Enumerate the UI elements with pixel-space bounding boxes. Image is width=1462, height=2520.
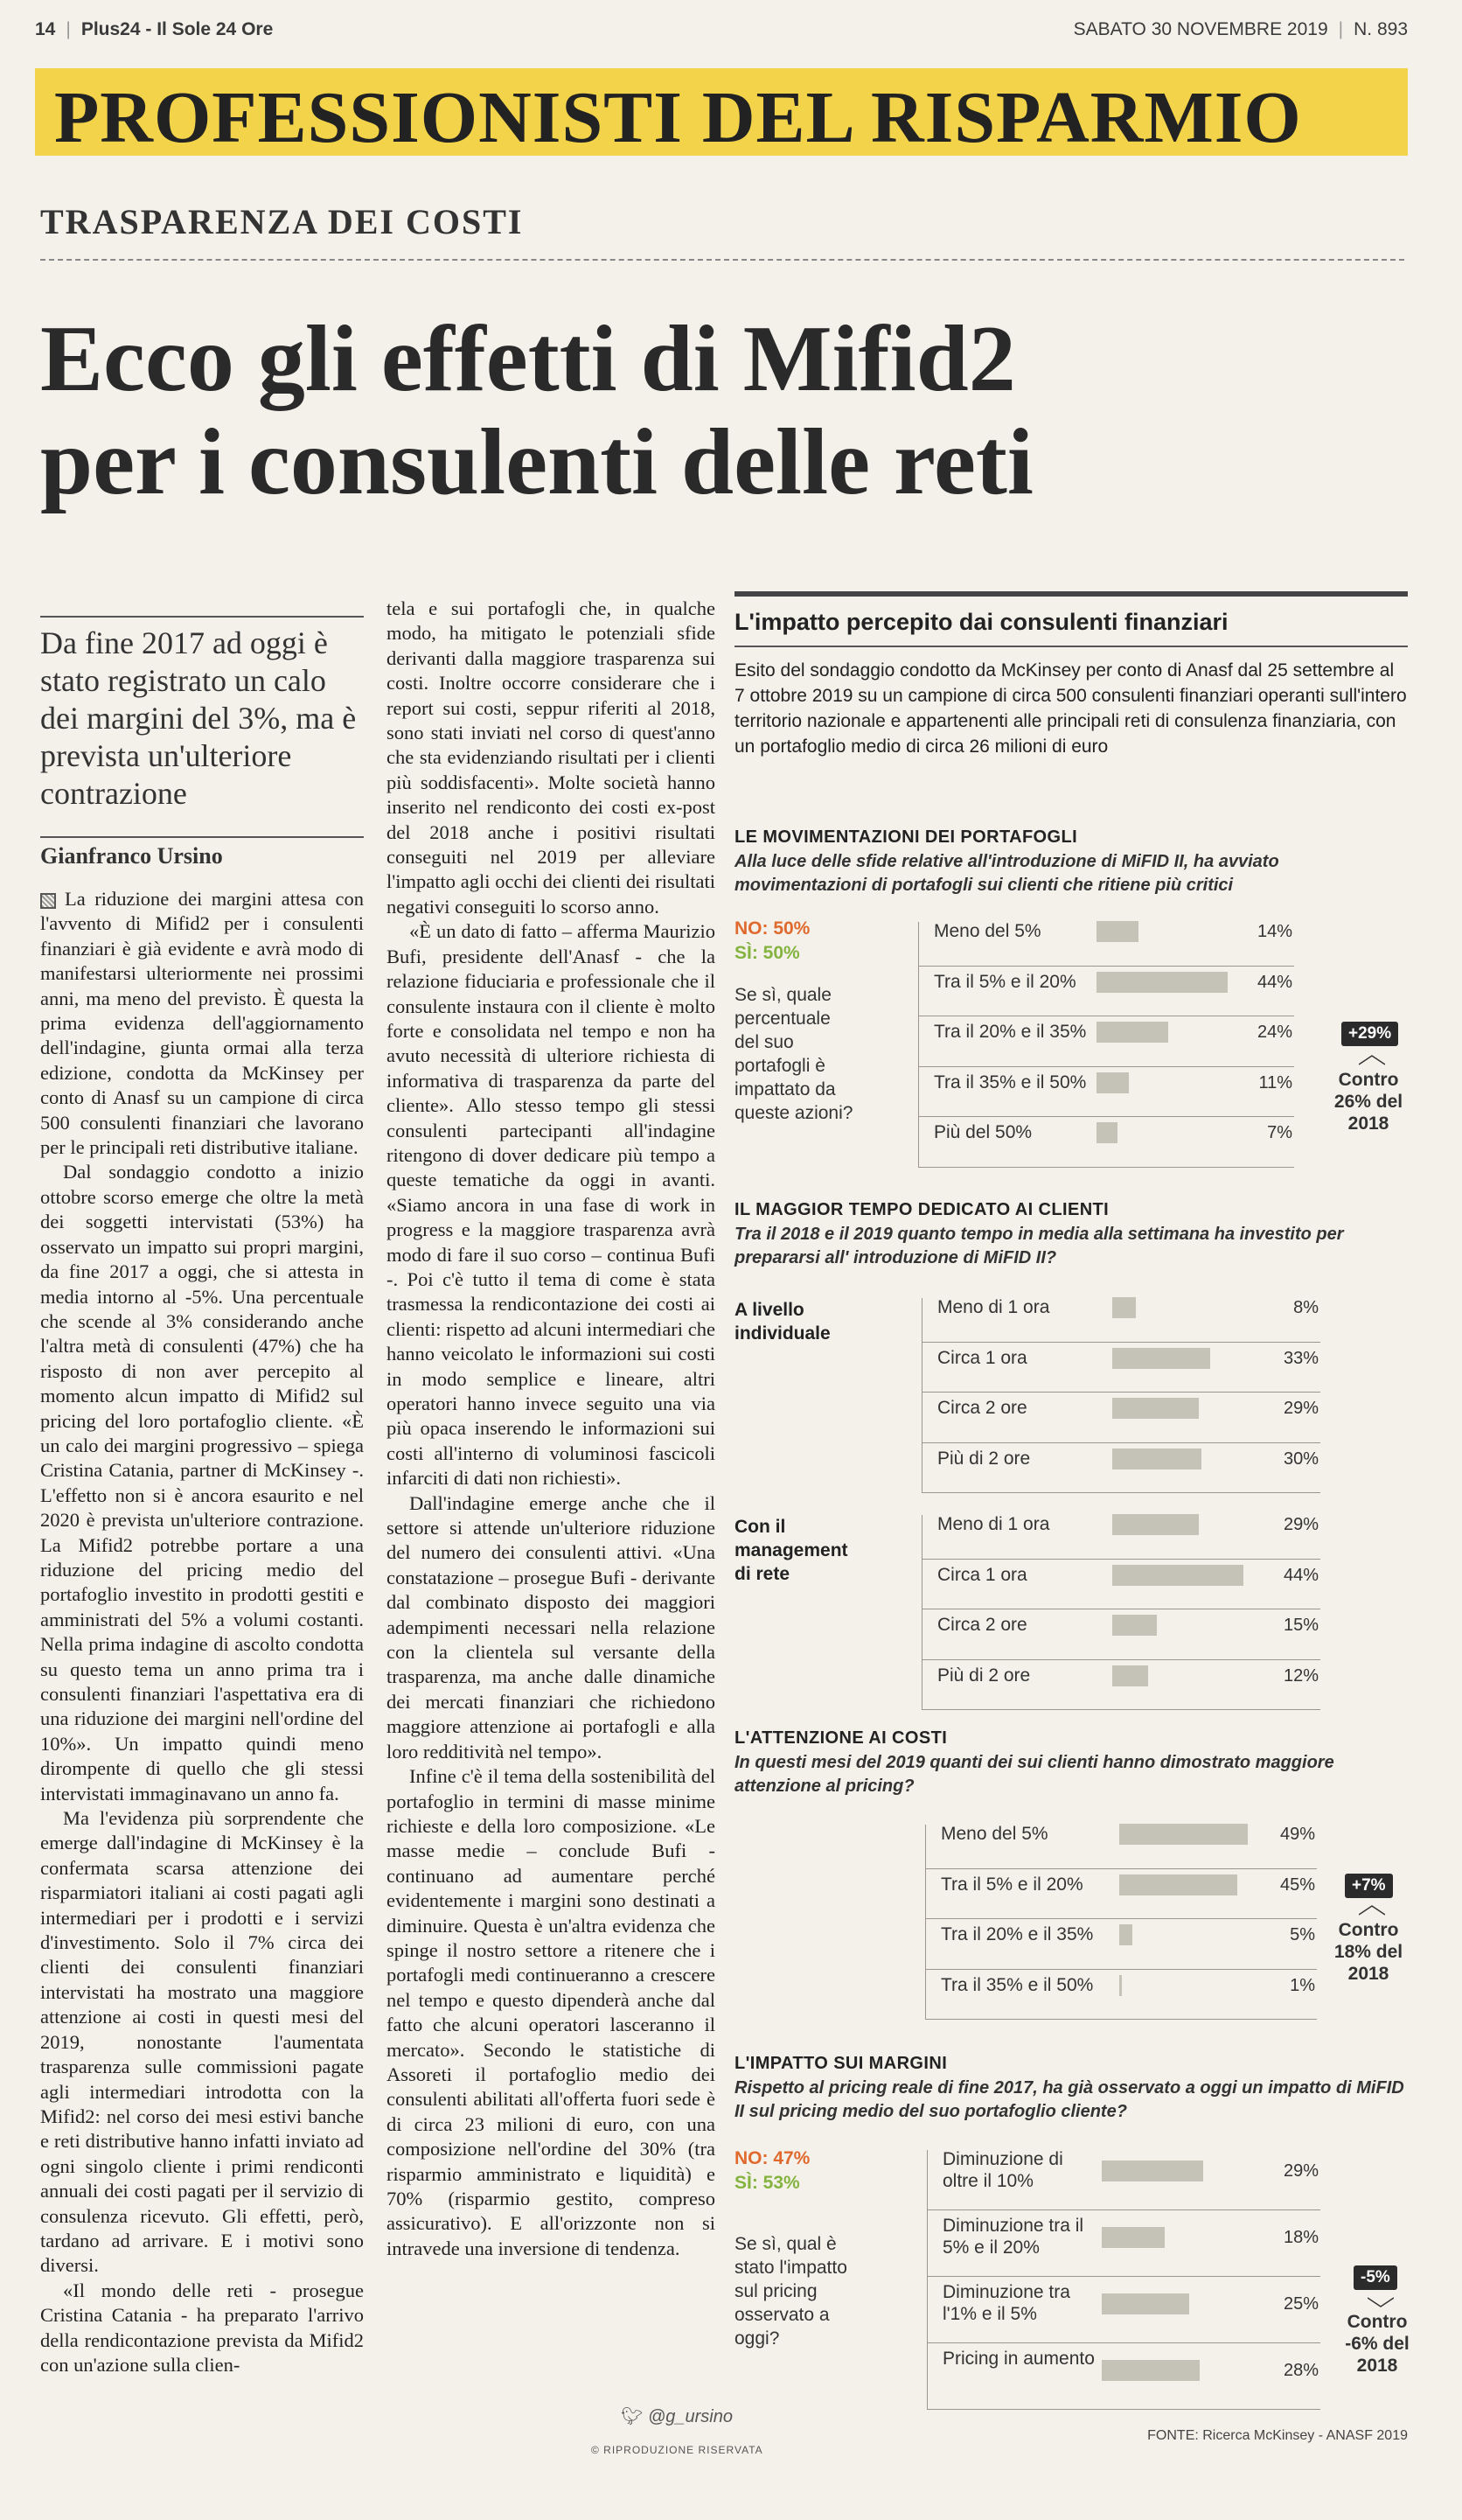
chart-subtitle: In questi mesi del 2019 quanti dei sui clienti hanno dimostrato maggiore attenzione al pricing? (734, 1753, 1334, 1796)
paragraph: «È un dato di fatto – afferma Maurizio Bufi, presidente dell'Anasf - che la relazione fiduciaria e professionale che il consulente instaura con il cliente è molto forte e consolidata nel tempo e non ha avuto necessità di ulteriore richiesta di informativa di trasparenza da parte del cliente». Allo stesso tempo gli stessi consulenti partecipanti all'indagine ritengono di dover dedicare più tempo a queste tematiche da oggi in avanti. «Siamo ancora in una fase di work in progress e la maggiore trasparenza avrà modo di fare il suo corso – continua Bufi -. Poi c'è tutto il tema di come è stata trasmessa la rendicontazione dei costi ai clienti: rispetto ad alcuni intermediari che hanno veicolato le informazioni sui costi in modo semplice e lineare, altri operatori hanno invece seguito una via più opaca inserendo le informazioni sui costi all'interno di voluminosi fascicoli infarciti di dati non richiesti». (386, 920, 715, 1490)
bar-category-label: Più del 50% (934, 1122, 1033, 1142)
bar-value-label: 24% (1257, 1023, 1292, 1042)
bar (1119, 1924, 1132, 1945)
copyright-note: © RIPRODUZIONE RISERVATA (591, 2444, 763, 2456)
bar-value-label: 14% (1257, 922, 1292, 941)
bar (1112, 1665, 1148, 1686)
bar-category-label: Più di 2 ore (937, 1665, 1031, 1686)
row-rule (922, 1392, 1320, 1393)
row-rule (927, 2276, 1320, 2277)
bar-value-label: 12% (1283, 1665, 1319, 1686)
bar-value-label: 1% (1290, 1975, 1315, 1995)
bar-value-label: 29% (1283, 2161, 1319, 2181)
twitter-bird-icon: 🐦︎ (621, 2407, 644, 2426)
bar-category-label: Tra il 5% e il 20% (934, 971, 1076, 992)
issue-date: SABATO 30 NOVEMBRE 2019 (1073, 19, 1328, 39)
rubric-title: PROFESSIONISTI DEL RISPARMIO (54, 77, 1302, 158)
bar-value-label: 5% (1290, 1925, 1315, 1944)
divider (40, 259, 1404, 261)
article-column-2 (386, 597, 715, 2261)
row-rule (918, 1167, 1294, 1168)
bar-category-label: Circa 2 ore (937, 1615, 1027, 1635)
bar (1102, 2160, 1203, 2181)
chart-title: LE MOVIMENTAZIONI DEI PORTAFOGLI (734, 827, 1078, 847)
caret-icon (1359, 1055, 1385, 1065)
bar-category-label: Circa 1 ora (937, 1347, 1027, 1368)
comparison-note: Contro 18% del 2018 (1333, 1920, 1403, 1984)
bar-value-label: 18% (1283, 2228, 1319, 2247)
bar-category-label: Circa 2 ore (937, 1398, 1027, 1418)
bar (1112, 1348, 1210, 1369)
delta-badge: +29% (1341, 1022, 1398, 1046)
chart-subtitle: Rispetto al pricing reale di fine 2017, ha già osservato a oggi un impatto di MiFID II sul pricing medio del suo portafoglio cliente? (734, 2078, 1404, 2121)
bar-value-label: 15% (1283, 1616, 1319, 1635)
bar-category-label: Pricing in aumento (943, 2349, 1095, 2369)
bar-category-label: Tra il 5% e il 20% (941, 1874, 1083, 1895)
row-rule (922, 1492, 1320, 1493)
bar (1112, 1297, 1136, 1318)
bar-value-label: 44% (1257, 972, 1292, 992)
paragraph: Dal sondaggio condotto a inizio ottobre scorso emerge che oltre la metà dei soggetti intervistati (53%) ha osservato un impatto sui propri margini, da fine 2017 a oggi, che si attesta in media intorno al -5%. Una percentuale che scende al 3% considerando anche l'altra metà di consulenti (47%) che ha risposto di non aver percepito al momento alcun impatto di Mifid2 sul pricing del loro portafoglio cliente. «È un calo dei margini progressivo – spiega Cristina Catania, partner di McKinsey -. L'effetto non si è ancora esaurito e nel 2020 è prevista un'ulteriore contrazione. La Mifid2 potrebbe portare a una riduzione del pricing medio del portafoglio investito in prodotti gestiti e amministrati del 5% a volumi costanti. Nella prima indagine di ascolto condotta su questo tema un anno prima tra i consulenti finanziari l'aspettativa era di una riduzione dei margini nell'ordine del 10%». Un impatto quindi meno dirompente di quello che gli stessi intervistati immaginavano un anno fa. (40, 1161, 364, 1804)
chart-title: L'IMPATTO SUI MARGINI (734, 2054, 948, 2073)
chart-subtitle: Alla luce delle sfide relative all'introduzione di MiFID II, ha avviato movimentazioni di portafogli sui clienti che ritiene più critici (734, 852, 1279, 895)
caret-icon (1359, 1905, 1385, 1916)
paragraph: «Il mondo delle reti - prosegue Cristina Catania - ha preparato l'arrivo della rendicontazione prevista da Mifid2 con un'azione sulla clien- (40, 2279, 364, 2376)
chart-title: IL MAGGIOR TEMPO DEDICATO AI CLIENTI (734, 1200, 1110, 1219)
bar-category-label: Tra il 35% e il 50% (934, 1072, 1087, 1092)
bar (1119, 1874, 1237, 1895)
bar (1096, 1022, 1168, 1043)
bar (1112, 1448, 1201, 1469)
row-rule (925, 1868, 1317, 1869)
row-rule (922, 1342, 1320, 1343)
twitter-handle[interactable] (621, 2405, 733, 2427)
bar (1112, 1565, 1243, 1586)
bar-category-label: Meno del 5% (934, 921, 1041, 941)
paragraph-text: La riduzione dei margini attesa con l'avvento di Mifid2 per i consulenti finanziari è già evidente e avrà modo di manifestarsi ulteriormente nei prossimi anni, ma meno del previsto. È questa la prima evidenza dell'aggiornamento dell'indagine, giunta ormai alla terza edizione, condotta da McKinsey per conto di Anasf su un campione di circa 500 consulenti finanziari che lavorano per le principali reti distributive italiane. (40, 888, 364, 1159)
infographic-intro: Esito del sondaggio condotto da McKinsey per conto di Anasf dal 25 settembre al 7 ottobre 2019 su un campione di circa 500 consulenti finanziari operanti sull'intero territorio nazionale e appartenenti alle principali reti di consulenza finanziaria, con un portafoglio medio di circa 26 milioni di euro (734, 660, 1407, 757)
group-label: A livello individuale (734, 1300, 831, 1344)
headline-line-1: Ecco gli effetti di Mifid2 (40, 307, 1016, 411)
bar (1096, 1072, 1129, 1093)
bar (1096, 1122, 1117, 1143)
row-rule (918, 1116, 1294, 1117)
row-rule (922, 1659, 1320, 1660)
bracket-line (918, 922, 919, 1167)
bar (1096, 921, 1138, 942)
headline (40, 308, 1404, 514)
answer-si: SÌ: 50% (734, 943, 800, 963)
bar-category-label: Meno di 1 ora (937, 1514, 1050, 1534)
bar-value-label: 29% (1283, 1399, 1319, 1418)
bar-value-label: 45% (1279, 1874, 1315, 1895)
bar-category-label: Tra il 20% e il 35% (934, 1022, 1087, 1042)
row-rule (927, 2209, 1320, 2210)
article-column-1 (40, 887, 364, 2377)
bar (1102, 2227, 1165, 2248)
delta-badge: -5% (1354, 2265, 1397, 2290)
paragraph: Infine c'è il tema della sostenibilità del portafoglio in termini di masse minime richieste e della loro composizione. «Le masse medie – conclude Bufi - continuano ad aumentare perché evidentemente i margini sono destinati a diminuire. Questa è un'altra evidenza che spinge il nostro settore a ritenere che i portafogli medi continueranno a crescere nel tempo e questo dipenderà anche dal fatto che alcuni operatori lasceranno il mercato». Secondo le statistiche di Assoreti il portafoglio medio dei consulenti abilitati all'offerta fuori sede è di circa 23 milioni di euro, con una composizione nell'ordine del 30% (tra risparmio amministrato e liquidità) e 70% (risparmio gestito, compreso assicurativo). E all'orizzonte non si intravede una inversione di tendenza. (386, 1765, 715, 2259)
row-rule (922, 1559, 1320, 1560)
headline-line-2: per i consulenti delle reti (40, 410, 1034, 514)
bracket-line (927, 2150, 928, 2409)
delta-badge: +7% (1345, 1874, 1393, 1898)
bar-value-label: 8% (1293, 1298, 1319, 1317)
paragraph (40, 887, 364, 1160)
bar (1112, 1398, 1199, 1419)
row-rule (927, 2342, 1320, 2343)
row-rule (918, 966, 1294, 967)
bar (1102, 2360, 1200, 2381)
bar-value-label: 11% (1258, 1072, 1292, 1092)
bar (1112, 1514, 1199, 1535)
bar-value-label: 28% (1283, 2361, 1319, 2380)
row-rule (925, 1969, 1317, 1970)
answer-no: NO: 47% (734, 2148, 811, 2168)
row-rule (922, 1442, 1320, 1443)
infographic-title-rule (734, 646, 1408, 647)
bar (1096, 972, 1228, 993)
bar (1119, 1824, 1248, 1845)
issue-info: SABATO 30 NOVEMBRE 2019 | N. 893 (1073, 19, 1408, 39)
paragraph: Dall'indagine emerge anche che il settore si attende un'ulteriore riduzione del numero dei consulenti attivi. «Una constatazione – prosegue Bufi - derivante dal combinato disposto dei maggiori adempimenti necessari nella relazione con la clientela sul versante della trasparenza, ma anche dalle dinamiche dei mercati finanziari che richiedono maggiore attenzione ai portafogli e alla loro redditività nel tempo». (386, 1491, 715, 1763)
caret-icon (1368, 2297, 1394, 2307)
bar-category-label: Tra il 20% e il 35% (941, 1924, 1094, 1944)
bar-value-label: 7% (1267, 1123, 1292, 1142)
paragraph: Ma l'evidenza più sorprendente che emerge dall'indagine di McKinsey è la confermata scarsa attenzione dei risparmiatori italiani ai costi pagati agli intermediari per i prodotti e i servizi d'investimento. Solo il 7% circa dei clienti dei consulenti finanziari intervistati ha mostrato una maggiore attenzione ai costi in questi mesi del 2019, nonostante l'aumentata trasparenza sulle commissioni pagate agli intermediari introdotta con la Mifid2: nel corso dei mesi estivi banche e reti distributive hanno infatti inviato ad ogni singolo cliente i primi rendiconti annuali dei costi pagati per il servizio di consulenza ricevuto. Gli effetti, però, tardano ad arrivare. E i motivi sono diversi. (40, 1807, 364, 2277)
bar-category-label: Diminuzione tra l'1% e il 5% (943, 2282, 1070, 2324)
bar-category-label: Meno di 1 ora (937, 1297, 1050, 1317)
infographic (734, 591, 1408, 2481)
summary: Da fine 2017 ad oggi è stato registrato un calo dei margini del 3%, ma è prevista un'ulteriore contrazione (40, 616, 364, 813)
comparison-note: Contro 26% del 2018 (1333, 1070, 1403, 1134)
bar-value-label: 29% (1283, 1515, 1319, 1534)
row-rule (918, 1066, 1294, 1067)
row-rule (925, 2019, 1317, 2020)
bar-category-label: Meno del 5% (941, 1824, 1048, 1844)
bar-category-label: Più di 2 ore (937, 1448, 1031, 1469)
chart-question: Se sì, quale percentuale del suo portafogli è impattato da queste azioni? (734, 985, 853, 1123)
bar-value-label: 49% (1279, 1825, 1315, 1844)
answer-no: NO: 50% (734, 918, 811, 939)
page-header (35, 19, 1408, 45)
bar-value-label: 25% (1283, 2294, 1319, 2314)
chart-title: L'ATTENZIONE AI COSTI (734, 1728, 948, 1748)
author: Gianfranco Ursino (40, 836, 364, 869)
bar-category-label: Tra il 35% e il 50% (941, 1974, 1094, 1995)
start-square-icon (40, 893, 56, 909)
page-number: 14 (35, 19, 56, 39)
bar-category-label: Diminuzione di oltre il 10% (943, 2149, 1063, 2191)
page-folio: 14 | Plus24 - Il Sole 24 Ore (35, 19, 274, 39)
comparison-note: Contro -6% del 2018 (1345, 2312, 1410, 2376)
paragraph: tela e sui portafogli che, in qualche modo, ha mitigato le potenziali sfide derivanti dalla maggiore trasparenza sui costi. Inoltre occorre considerare che i report sui costi, seppur riferiti al 2018, sono stati inviati nel corso di quest'anno che sta evidenziando risultati per i clienti più soddisfacenti». Molte società hanno inserito nel rendiconto dei costi ex-post del 2018 anche i positivi risultati conseguiti nel 2019 per alleviare l'impatto agli occhi dei clienti dei risultati negativi conseguiti lo scorso anno. (386, 597, 715, 918)
answer-si: SÌ: 53% (734, 2173, 800, 2193)
paper-name: Plus24 - Il Sole 24 Ore (80, 19, 274, 39)
row-rule (922, 1709, 1320, 1710)
infographic-title: L'impatto percepito dai consulenti finanziari (734, 609, 1229, 635)
twitter-text: @g_ursino (647, 2407, 733, 2426)
bar-category-label: Diminuzione tra il 5% e il 20% (943, 2216, 1084, 2258)
bar (1112, 1615, 1157, 1636)
chart-question: Se sì, qual è stato l'impatto sul pricing osservato a oggi? (734, 2234, 847, 2349)
row-rule (925, 1918, 1317, 1919)
row-rule (927, 2409, 1320, 2410)
infographic-top-rule (734, 591, 1408, 597)
bar (1102, 2293, 1189, 2314)
kicker: TRASPARENZA DEI COSTI (40, 202, 524, 241)
bar-value-label: 33% (1283, 1348, 1319, 1368)
bar-value-label: 30% (1283, 1448, 1319, 1469)
bar (1119, 1975, 1122, 1996)
group-label: Con il management di rete (734, 1517, 848, 1584)
bracket-line (925, 1825, 926, 2019)
section-rubric (35, 68, 1408, 156)
issue-number: N. 893 (1354, 19, 1408, 39)
bar-category-label: Circa 1 ora (937, 1564, 1027, 1585)
bar-value-label: 44% (1283, 1565, 1319, 1585)
chart-subtitle: Tra il 2018 e il 2019 quanto tempo in media alla settimana ha investito per prepararsi all' introduzione di MiFID II? (734, 1225, 1344, 1267)
source-note: FONTE: Ricerca McKinsey - ANASF 2019 (1147, 2428, 1408, 2443)
